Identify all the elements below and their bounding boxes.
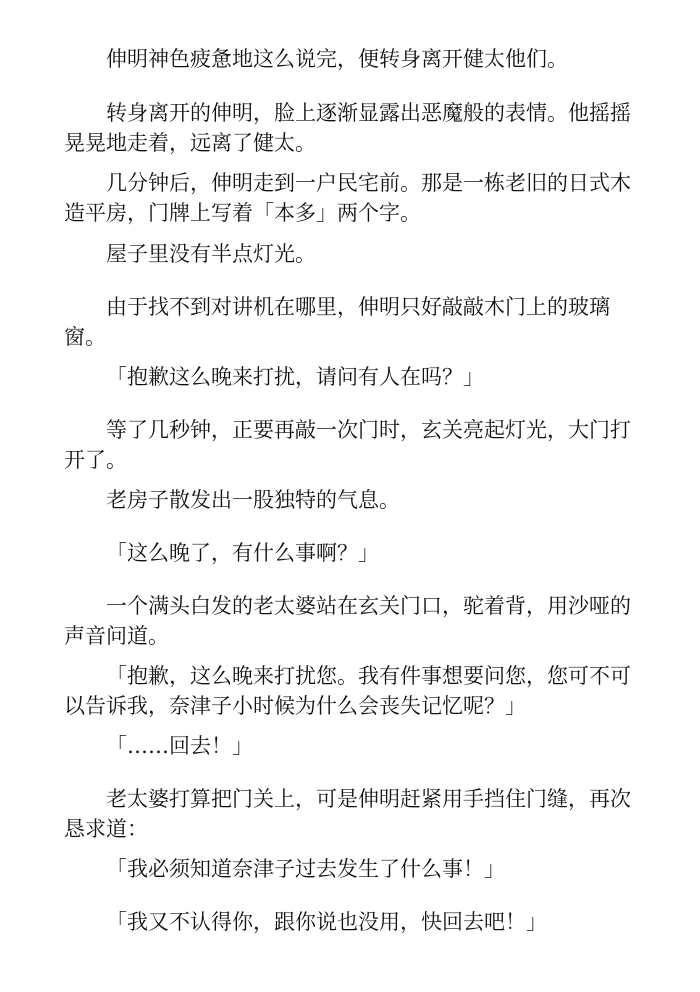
paragraph-10: 一个满头白发的老太婆站在玄关门口，驼着背，用沙哑的声音问道。 — [64, 594, 631, 648]
paragraph-13: 老太婆打算把门关上，可是伸明赶紧用手挡住门缝，再次恳求道： — [64, 787, 631, 841]
paragraph-14: 「我必须知道奈津子过去发生了什么事！」 — [106, 857, 505, 881]
paragraph-8: 老房子散发出一股独特的气息。 — [106, 488, 400, 512]
paragraph-6: 「抱歉这么晚来打扰，请问有人在吗？」 — [106, 365, 484, 389]
paragraph-12: 「……回去！」 — [106, 734, 253, 758]
paragraph-7: 等了几秒钟，正要再敲一次门时，玄关亮起灯光，大门打开了。 — [64, 418, 631, 472]
book-page — [64, 0, 644, 992]
paragraph-1: 伸明神色疲惫地这么说完，便转身离开健太他们。 — [106, 47, 568, 71]
paragraph-15: 「我又不认得你，跟你说也没用，快回去吧！」 — [106, 910, 547, 934]
paragraph-2: 转身离开的伸明，脸上逐渐显露出恶魔般的表情。他摇摇晃晃地走着，远离了健太。 — [64, 101, 631, 155]
paragraph-11: 「抱歉，这么晚来打扰您。我有件事想要问您，您可不可以告诉我，奈津子小时候为什么会丧失记忆呢？」 — [64, 664, 631, 718]
paragraph-9: 「这么晚了，有什么事啊？」 — [106, 541, 379, 565]
paragraph-3: 几分钟后，伸明走到一户民宅前。那是一栋老旧的日式木造平房，门牌上写着「本多」两个字。 — [64, 171, 631, 225]
paragraph-5: 由于找不到对讲机在哪里，伸明只好敲敲木门上的玻璃窗。 — [64, 295, 610, 349]
paragraph-4: 屋子里没有半点灯光。 — [106, 242, 316, 266]
